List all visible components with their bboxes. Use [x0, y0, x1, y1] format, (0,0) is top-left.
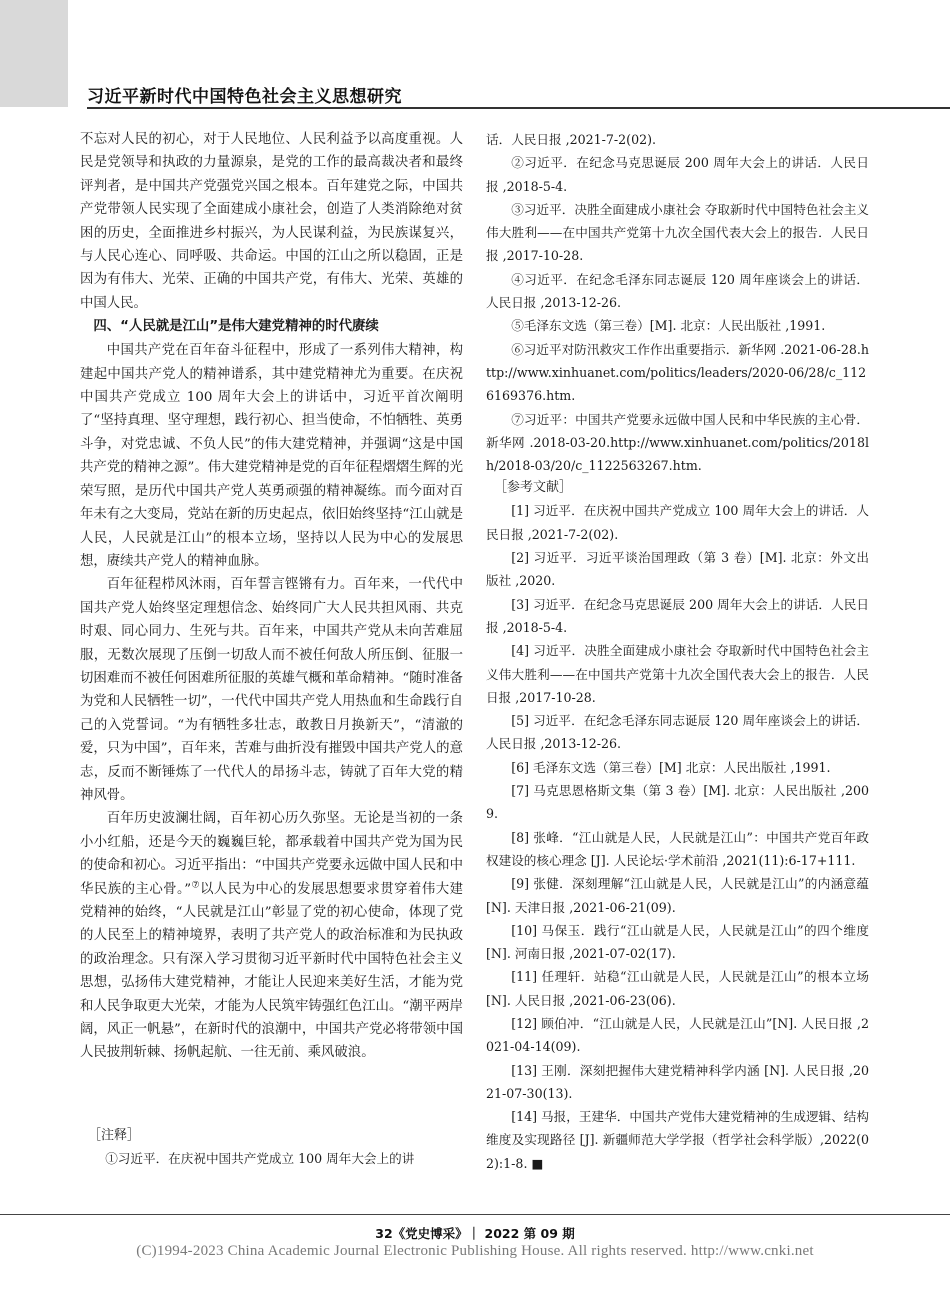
body-paragraph-4-part-a: 百年历史波澜壮阔，百年初心历久弥坚。无论是当初的一条小小红船，还是今天的巍巍巨轮，都承载着中国共产党为国为民的使命和初心。习近平指出：“中国共产党要永远做中国人民和中华民族的主心骨。”	[80, 811, 463, 897]
section-heading: 四、“人民就是江山”是伟大建党精神的时代赓续	[93, 319, 379, 335]
reference-item: [12] 顾伯冲．“江山就是人民，人民就是江山”[N]. 人民日报 ,2021-04-14(09).	[486, 1015, 869, 1055]
reference-item: [14] 马报，王建华．中国共产党伟大建党精神的生成逻辑、结构维度及实现路径 [J]. 新疆师范大学学报（哲学社会科学版）,2022(02):1-8. ■	[486, 1109, 869, 1171]
note-item-continued: 话．人民日报 ,2021-7-2(02).	[486, 132, 657, 147]
reference-item: [7] 马克思恩格斯文集（第 3 卷）[M]. 北京：人民出版社 ,2009.	[486, 783, 869, 822]
copyright-notice: (C)1994-2023 China Academic Journal Electronic Publishing House. All rights reserved. http://www.cnki.net	[136, 1243, 814, 1259]
reference-item: [2] 习近平．习近平谈治国理政（第 3 卷）[M]. 北京：外文出版社 ,2020.	[486, 550, 869, 589]
body-paragraph-2: 中国共产党在百年奋斗征程中，形成了一系列伟大精神，构建起中国共产党人的精神谱系，其中建党精神尤为重要。在庆祝中国共产党成立 100 周年大会上的讲话中，习近平首次阐明了“坚持真理、坚守理想，践行初心、担当使命，不怕牺牲、英勇斗争，对党忠诚、不负人民”的伟大建党精神，并强调“这是中国共产党的精神之源”。伟大建党精神是党的百年征程熠熠生辉的光荣写照，是历代中国共产党人英勇顽强的精神凝练。而今面对百年未有之大变局，党站在新的历史起点，依旧始终坚持“江山就是人民，人民就是江山”的根本立场，坚持以人民为中心的发展思想，赓续共产党人的精神血脉。	[80, 343, 463, 569]
page-footer: 32《党史博采》｜ 2022 第 09 期	[375, 1226, 575, 1241]
body-paragraph-1: 不忘对人民的初心，对于人民地位、人民利益予以高度重视。人民是党领导和执政的力量源泉，是党的工作的最高裁决者和最终评判者，是中国共产党强党兴国之根本。百年建党之际，中国共产党带领人民实现了全面建成小康社会，创造了人类消除绝对贫困的历史，全面推进乡村振兴，为人民谋利益，为民族谋复兴，与人民心连心、同呼吸、共命运。中国的江山之所以稳固，正是因为有伟大、光荣、正确的中国共产党，有伟大、光荣、英雄的中国人民。	[80, 132, 463, 311]
header-gray-block	[0, 0, 68, 107]
note-item: ②习近平．在纪念马克思诞辰 200 周年大会上的讲话．人民日报 ,2018-5-4.	[486, 155, 869, 194]
note-item: ⑤毛泽东文选（第三卷）[M]. 北京：人民出版社 ,1991.	[511, 318, 826, 334]
footer-rule	[0, 1214, 950, 1215]
references-label: ［参考文献］	[494, 480, 573, 496]
reference-item: [6] 毛泽东文选（第三卷）[M] 北京：人民出版社 ,1991.	[511, 759, 831, 775]
header-rule	[87, 107, 950, 109]
note-item: ⑦习近平：中国共产党要永远做中国人民和中华民族的主心骨．新华网 .2018-03-20.http://www.xinhuanet.com/politics/2018lh/2018-03/20/c_1122563267.htm.	[486, 411, 869, 474]
body-paragraph-4-part-b: 以人民为中心的发展思想要求贯穿着伟大建党精神的始终，“人民就是江山”彰显了党的初心使命，体现了党的人民至上的精神境界，表明了共产党人的政治标准和为民执政的政治理念。只有深入学习贯彻习近平新时代中国特色社会主义思想，弘扬伟大建党精神，才能让人民迎来美好生活，才能为党和人民争取更大光荣，才能为人民筑牢铸强红色江山。“潮平两岸阔，风正一帆悬”，在新时代的浪潮中，中国共产党必将带领中国人民披荆斩棘、扬帆起航、一往无前、乘风破浪。	[80, 881, 463, 1061]
note-item: ①习近平．在庆祝中国共产党成立 100 周年大会上的讲	[105, 1150, 415, 1166]
reference-item: [9] 张健．深刻理解“江山就是人民，人民就是江山”的内涵意蕴 [N]. 天津日报 ,2021-06-21(09).	[486, 876, 869, 915]
reference-item: [11] 任理轩．站稳“江山就是人民，人民就是江山”的根本立场 [N]. 人民日报 ,2021-06-23(06).	[486, 969, 869, 1008]
reference-item: [13] 王刚．深刻把握伟大建党精神科学内涵 [N]. 人民日报 ,2021-07-30(13).	[486, 1062, 869, 1101]
reference-item: [3] 习近平．在纪念马克思诞辰 200 周年大会上的讲话．人民日报 ,2018-5-4.	[486, 596, 869, 635]
note-item: ④习近平．在纪念毛泽东同志诞辰 120 周年座谈会上的讲话．人民日报 ,2013-12-26.	[486, 271, 869, 311]
reference-item: [8] 张峰．“江山就是人民，人民就是江山”：中国共产党百年政权建设的核心理念 [J]. 人民论坛·学术前沿 ,2021(11):6-17+111.	[486, 829, 869, 868]
left-column	[80, 128, 463, 1170]
right-column	[486, 128, 869, 1175]
running-header-title: 习近平新时代中国特色社会主义思想研究	[87, 87, 402, 107]
body-paragraph-3: 百年征程栉风沐雨，百年誓言铿锵有力。百年来，一代代中国共产党人始终坚定理想信念、始终同广大人民共担风雨、共克时艰、同心同力、生死与共。百年来，中国共产党从未向苦难屈服，无数次展现了压倒一切敌人而不被任何敌人所压倒、征服一切困难而不被任何困难所征服的英雄气概和革命精神。“随时准备为党和人民牺牲一切”，一代代中国共产党人用热血和生命践行自己的入党誓词。“为有牺牲多壮志，敢教日月换新天”，“清澈的爱，只为中国”，百年来，苦难与曲折没有摧毁中国共产党人的意志，反而不断锤炼了一代代人的昂扬斗志，铸就了百年大党的精神风骨。	[80, 577, 463, 803]
body-paragraph-4	[80, 807, 463, 1064]
reference-item: [10] 马保玉．践行“江山就是人民，人民就是江山”的四个维度 [N]. 河南日报 ,2021-07-02(17).	[486, 922, 869, 962]
note-item: ⑥习近平对防汛救灾工作作出重要指示．新华网 .2021-06-28.http://www.xinhuanet.com/politics/leaders/2020-06/28/c_1126169376.htm.	[486, 341, 869, 404]
reference-item: [4] 习近平．决胜全面建成小康社会 夺取新时代中国特色社会主义伟大胜利——在中国共产党第十九次全国代表大会上的报告．人民日报 ,2017-10-28.	[486, 643, 869, 705]
notes-label: ［注释］	[88, 1127, 141, 1143]
note-item: ③习近平．决胜全面建成小康社会 夺取新时代中国特色社会主义伟大胜利——在中国共产党第十九次全国代表大会上的报告．人民日报 ,2017-10-28.	[486, 201, 869, 264]
footnote-marker: ⑦	[191, 880, 201, 891]
reference-item: [5] 习近平．在纪念毛泽东同志诞辰 120 周年座谈会上的讲话．人民日报 ,2013-12-26.	[486, 713, 869, 752]
reference-item: [1] 习近平．在庆祝中国共产党成立 100 周年大会上的讲话．人民日报 ,2021-7-2(02).	[486, 503, 869, 542]
